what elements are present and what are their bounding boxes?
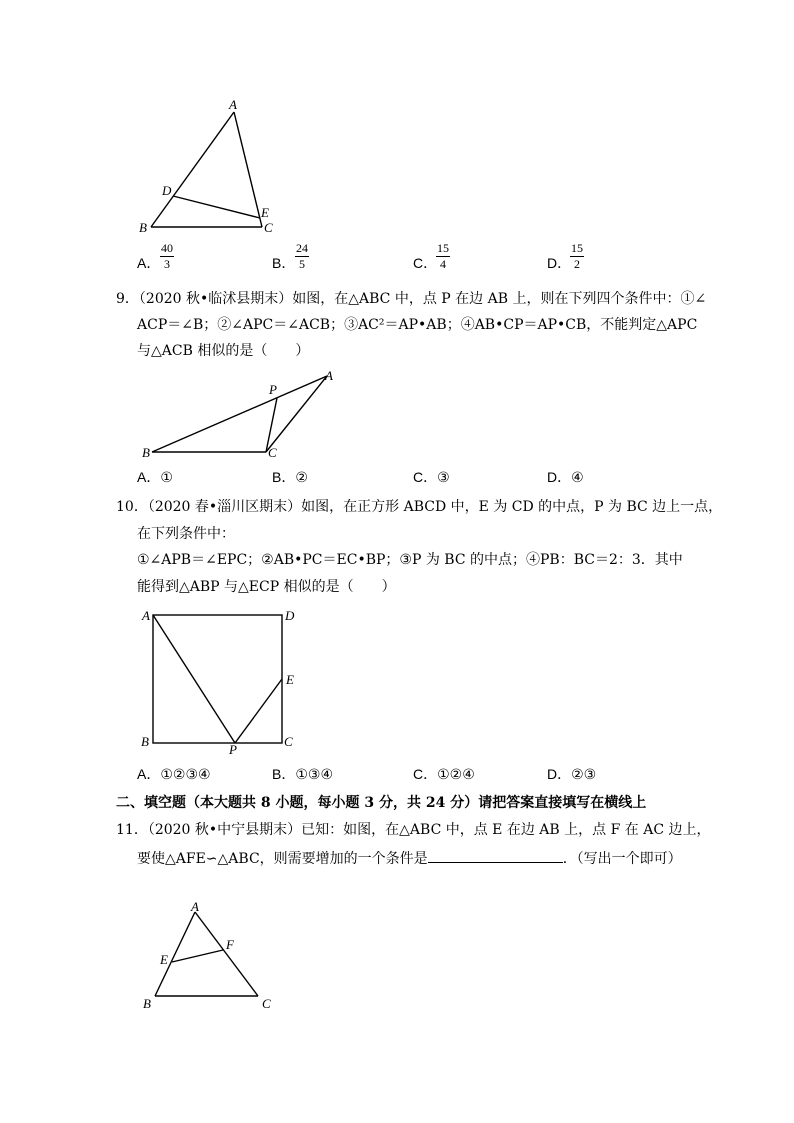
square-abcd bbox=[153, 615, 282, 743]
segment-pc bbox=[266, 398, 277, 452]
q9-option-a: A．① bbox=[137, 469, 173, 485]
q9-line-1: 9．（2020 秋•临沭县期末）如图，在△ABC 中，点 P 在边 AB 上，则在下列四个条件中：①∠ bbox=[116, 291, 707, 307]
label-f: F bbox=[226, 937, 234, 952]
q10-option-c: C．①②④ bbox=[413, 766, 475, 782]
q10-option-d: D．②③ bbox=[547, 766, 597, 782]
q11-line-2-before: 要使△AFE∽△ABC，则需要增加的一个条件是 bbox=[137, 851, 428, 867]
q10-line-2: 在下列条件中： bbox=[137, 526, 235, 542]
q9-line-2: ACP＝∠B；②∠APC＝∠ACB；③AC²＝AP•AB；④AB•CP＝AP•CB，不能判定△APC bbox=[137, 317, 698, 333]
figure-square-abcd bbox=[145, 605, 295, 750]
q8-option-a-letter: A． bbox=[137, 255, 161, 271]
label-p: P bbox=[269, 382, 277, 397]
label-p: P bbox=[229, 742, 237, 757]
q9-option-c: C．③ bbox=[413, 469, 450, 485]
label-e: E bbox=[286, 672, 294, 687]
q8-option-d-fraction: 15 2 bbox=[571, 241, 583, 271]
q10-line-3: ①∠APB＝∠EPC；②AB•PC＝EC•BP；③P 为 BC 的中点；④PB：BC＝2：3．其中 bbox=[137, 552, 683, 568]
q8-option-a-fraction: 40 3 bbox=[161, 241, 173, 271]
label-b: B bbox=[142, 445, 150, 460]
q10-option-b: B．①③④ bbox=[272, 766, 333, 782]
segment-ba bbox=[152, 376, 327, 452]
q11-line-2 bbox=[137, 850, 682, 866]
label-b: B bbox=[139, 220, 147, 235]
label-c: C bbox=[264, 220, 273, 235]
q10-line-1: 10．（2020 春•淄川区期末）如图，在正方形 ABCD 中，E 为 CD 的中点，P 为 BC 边上一点， bbox=[116, 499, 723, 515]
q11-line-2-after: ．（写出一个即可） bbox=[562, 851, 682, 867]
label-c: C bbox=[262, 996, 271, 1011]
label-d: D bbox=[285, 608, 295, 623]
label-a: A bbox=[142, 608, 150, 623]
q8-option-c-letter: C． bbox=[413, 255, 438, 271]
q8-option-b-letter: B． bbox=[272, 255, 296, 271]
segment-ef bbox=[172, 950, 223, 962]
segment-ab bbox=[151, 112, 234, 227]
q9-option-b: B．② bbox=[272, 469, 308, 485]
label-c: C bbox=[268, 445, 277, 460]
segment-ac bbox=[234, 112, 262, 227]
label-a: A bbox=[325, 368, 333, 383]
label-b: B bbox=[141, 734, 149, 749]
q8-option-d-letter: D． bbox=[547, 255, 572, 271]
q8-option-c-fraction: 15 4 bbox=[437, 241, 449, 271]
label-e: E bbox=[261, 205, 269, 220]
figure-triangle-apc bbox=[145, 370, 335, 460]
q9-option-d: D．④ bbox=[547, 469, 584, 485]
q9-line-3: 与△ACB 相似的是（ ） bbox=[137, 343, 310, 359]
label-a: A bbox=[229, 97, 237, 112]
label-b: B bbox=[143, 996, 151, 1011]
label-e: E bbox=[160, 952, 168, 967]
q8-option-b-fraction: 24 5 bbox=[296, 241, 308, 271]
label-c: C bbox=[284, 734, 293, 749]
section-heading: 二、填空题（本大题共 8 小题，每小题 3 分，共 24 分）请把答案直接填写在横线上 bbox=[116, 795, 647, 811]
segment-ap bbox=[153, 615, 235, 743]
label-d: D bbox=[162, 183, 172, 198]
segment-pe bbox=[235, 679, 282, 743]
figure-triangle-ade bbox=[140, 97, 280, 240]
q10-option-a: A．①②③④ bbox=[137, 766, 211, 782]
answer-blank[interactable] bbox=[428, 850, 563, 863]
segment-de bbox=[173, 196, 260, 218]
q11-line-1: 11．（2020 秋•中宁县期末）已知：如图，在△ABC 中，点 E 在边 AB 上，点 F 在 AC 边上， bbox=[116, 822, 711, 838]
label-a: A bbox=[191, 899, 199, 914]
q10-line-4: 能得到△ABP 与△ECP 相似的是（ ） bbox=[137, 579, 396, 595]
